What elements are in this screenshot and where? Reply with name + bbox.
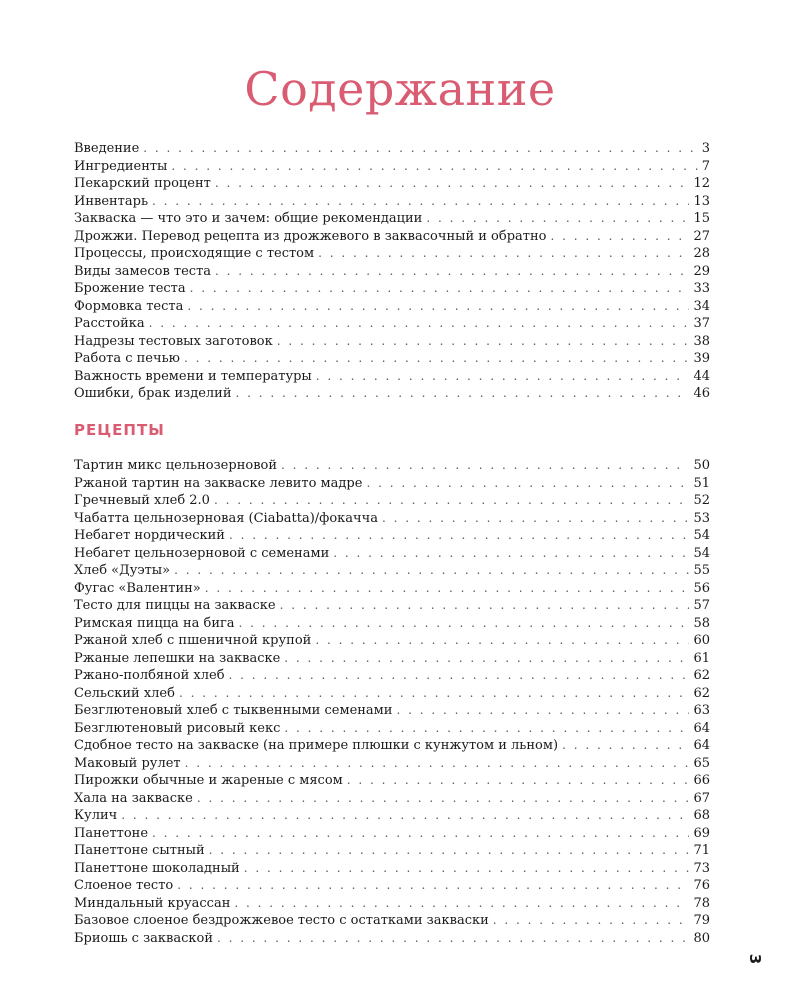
toc-entry[interactable] bbox=[74, 825, 710, 843]
toc-entry-page: 53 bbox=[693, 510, 710, 526]
toc-entry-page: 51 bbox=[693, 475, 710, 491]
toc-entry-label: Фугас «Валентин» bbox=[74, 580, 201, 596]
toc-entry-page: 60 bbox=[693, 633, 710, 648]
dot-leader bbox=[190, 280, 690, 297]
toc-entry[interactable] bbox=[74, 597, 710, 615]
toc-entry-label: Небагет нордический bbox=[74, 528, 225, 543]
toc-entry-page: 61 bbox=[693, 650, 710, 666]
dot-leader bbox=[382, 510, 689, 527]
toc-entry-label: Ошибки, брак изделий bbox=[74, 386, 232, 401]
dot-leader bbox=[185, 755, 690, 772]
toc-entry-page: 63 bbox=[693, 703, 710, 718]
toc-entry[interactable] bbox=[74, 615, 710, 633]
toc-entry-page: 44 bbox=[693, 368, 710, 384]
toc-entry[interactable] bbox=[74, 912, 710, 930]
recipes-heading: РЕЦЕПТЫ bbox=[74, 421, 165, 439]
dot-leader bbox=[152, 193, 689, 210]
toc-entry[interactable] bbox=[74, 702, 710, 720]
toc-entry[interactable] bbox=[74, 175, 710, 193]
dot-leader bbox=[316, 368, 690, 385]
toc-entry-page: 7 bbox=[701, 158, 710, 174]
toc-entry-label: Ингредиенты bbox=[74, 158, 168, 174]
page-number: 3 bbox=[746, 953, 765, 965]
toc-entry[interactable] bbox=[74, 772, 710, 790]
toc-entry-page: 62 bbox=[693, 668, 710, 683]
toc-entry-label: Расстойка bbox=[74, 316, 145, 331]
toc-entry-page: 67 bbox=[693, 790, 710, 806]
toc-entry-label: Ржаной хлеб с пшеничной крупой bbox=[74, 633, 312, 648]
toc-entry-label: Ржаной тартин на закваске левито мадре bbox=[74, 475, 363, 491]
toc-entry[interactable] bbox=[74, 632, 710, 650]
page-title: Содержание bbox=[244, 62, 556, 116]
toc-entry-label: Безглютеновый рисовый кекс bbox=[74, 720, 281, 736]
dot-leader bbox=[426, 210, 689, 227]
dot-leader bbox=[333, 545, 689, 562]
toc-entry[interactable] bbox=[74, 720, 710, 738]
toc-entry[interactable] bbox=[74, 545, 710, 563]
dot-leader bbox=[280, 597, 690, 614]
toc-entry[interactable] bbox=[74, 140, 710, 158]
toc-entry-label: Введение bbox=[74, 141, 140, 156]
toc-entry[interactable] bbox=[74, 210, 710, 228]
toc-entry-page: 50 bbox=[693, 458, 710, 473]
toc-entry-page: 33 bbox=[693, 281, 710, 296]
toc-entry-page: 34 bbox=[693, 298, 710, 314]
toc-entry-label: Слоеное тесто bbox=[74, 878, 174, 893]
toc-entry[interactable] bbox=[74, 650, 710, 668]
toc-entry[interactable] bbox=[74, 667, 710, 685]
toc-entry[interactable] bbox=[74, 368, 710, 386]
dot-leader bbox=[234, 895, 689, 912]
toc-entry[interactable] bbox=[74, 790, 710, 808]
toc-entry[interactable] bbox=[74, 385, 710, 403]
toc-entry-page: 78 bbox=[693, 895, 710, 911]
dot-leader bbox=[184, 350, 689, 367]
toc-entry[interactable] bbox=[74, 158, 710, 176]
toc-entry-label: Надрезы тестовых заготовок bbox=[74, 333, 273, 349]
toc-entry-page: 64 bbox=[693, 720, 710, 736]
toc-entry[interactable] bbox=[74, 527, 710, 545]
toc-entry[interactable] bbox=[74, 807, 710, 825]
toc-entry-label: Формовка теста bbox=[74, 298, 184, 314]
toc-entry-label: Пирожки обычные и жареные с мясом bbox=[74, 773, 343, 788]
toc-entry[interactable] bbox=[74, 930, 710, 948]
dot-leader bbox=[562, 737, 689, 754]
toc-entry-page: 71 bbox=[693, 843, 710, 858]
toc-entry-page: 64 bbox=[693, 738, 710, 753]
dot-leader bbox=[215, 263, 689, 280]
toc-entry-label: Кулич bbox=[74, 808, 118, 823]
dot-leader bbox=[215, 175, 690, 192]
dot-leader bbox=[550, 228, 689, 245]
toc-entry[interactable] bbox=[74, 580, 710, 598]
toc-entry-label: Сельский хлеб bbox=[74, 685, 175, 701]
toc-entry-page: 55 bbox=[693, 563, 710, 578]
dot-leader bbox=[236, 385, 690, 402]
dot-leader bbox=[315, 632, 689, 649]
toc-entry-label: Базовое слоеное бездрожжевое тесто с остатками закваски bbox=[74, 913, 489, 928]
toc-entry-label: Брожение теста bbox=[74, 281, 186, 296]
toc-entry-page: 54 bbox=[693, 528, 710, 543]
toc-entry-label: Виды замесов теста bbox=[74, 263, 212, 279]
toc-entry-label: Ржаные лепешки на закваске bbox=[74, 650, 281, 666]
dot-leader bbox=[217, 930, 689, 947]
toc-entry-page: 68 bbox=[693, 808, 710, 823]
toc-entry[interactable] bbox=[74, 685, 710, 703]
toc-entry-label: Миндальный круассан bbox=[74, 895, 231, 911]
toc-entry[interactable] bbox=[74, 877, 710, 895]
toc-entry[interactable] bbox=[74, 263, 710, 281]
toc-entry[interactable] bbox=[74, 475, 710, 493]
toc-entry-label: Хала на закваске bbox=[74, 790, 193, 806]
dot-leader bbox=[239, 615, 690, 632]
toc-entry-page: 37 bbox=[693, 316, 710, 331]
toc-entry-page: 62 bbox=[693, 685, 710, 701]
toc-entry[interactable] bbox=[74, 860, 710, 878]
dot-leader bbox=[179, 685, 690, 702]
toc-entry-page: 58 bbox=[693, 615, 710, 631]
dot-leader bbox=[214, 492, 689, 509]
dot-leader bbox=[149, 315, 690, 332]
toc-entry-page: 12 bbox=[693, 176, 710, 191]
toc-entry[interactable] bbox=[74, 280, 710, 298]
dot-leader bbox=[229, 527, 690, 544]
dot-leader bbox=[209, 842, 690, 859]
toc-entry-page: 56 bbox=[693, 580, 710, 596]
dot-leader bbox=[277, 333, 690, 350]
toc-entry-label: Бриошь с закваской bbox=[74, 930, 214, 946]
dot-leader bbox=[244, 860, 690, 877]
dot-leader bbox=[174, 562, 689, 579]
dot-leader bbox=[229, 667, 690, 684]
toc-entry-label: Дрожжи. Перевод рецепта из дрожжевого в заквасочный и обратно bbox=[74, 228, 547, 244]
toc-entry-page: 76 bbox=[693, 878, 710, 893]
dot-leader bbox=[205, 580, 690, 597]
toc-entry[interactable] bbox=[74, 315, 710, 333]
toc-entry[interactable] bbox=[74, 457, 710, 475]
toc-entry-label: Инвентарь bbox=[74, 193, 149, 209]
toc-entry-page: 73 bbox=[693, 860, 710, 876]
toc-entry-label: Сдобное тесто на закваске (на примере плюшки с кунжутом и льном) bbox=[74, 738, 559, 753]
dot-leader bbox=[197, 790, 690, 807]
toc-entry-page: 69 bbox=[693, 825, 710, 841]
toc-intro-list bbox=[74, 140, 710, 403]
dot-leader bbox=[171, 158, 697, 175]
toc-entry[interactable] bbox=[74, 333, 710, 351]
toc-entry[interactable] bbox=[74, 510, 710, 528]
toc-entry[interactable] bbox=[74, 228, 710, 246]
toc-entry-label: Римская пицца на бига bbox=[74, 615, 235, 631]
toc-entry[interactable] bbox=[74, 842, 710, 860]
toc-entry-page: 57 bbox=[693, 598, 710, 613]
toc-entry[interactable] bbox=[74, 193, 710, 211]
toc-entry-label: Чабатта цельнозерновая (Ciabatta)/фокачча bbox=[74, 510, 378, 526]
toc-entry[interactable] bbox=[74, 350, 710, 368]
toc-entry-label: Панеттоне сытный bbox=[74, 843, 205, 858]
toc-entry-label: Пекарский процент bbox=[74, 176, 211, 191]
dot-leader bbox=[281, 457, 689, 474]
toc-entry-page: 15 bbox=[693, 211, 710, 226]
toc-entry-page: 27 bbox=[693, 228, 710, 244]
dot-leader bbox=[284, 720, 689, 737]
toc-entry-label: Тесто для пиццы на закваске bbox=[74, 598, 276, 613]
toc-entry[interactable] bbox=[74, 562, 710, 580]
toc-entry[interactable] bbox=[74, 755, 710, 773]
dot-leader bbox=[347, 772, 690, 789]
toc-entry-page: 80 bbox=[693, 930, 710, 946]
toc-entry[interactable] bbox=[74, 298, 710, 316]
toc-entry-page: 28 bbox=[693, 246, 710, 261]
toc-entry-label: Хлеб «Дуэты» bbox=[74, 563, 171, 578]
dot-leader bbox=[318, 245, 689, 262]
dot-leader bbox=[493, 912, 690, 929]
toc-entry-label: Панеттоне bbox=[74, 825, 149, 841]
toc-entry-label: Ржано-полбяной хлеб bbox=[74, 668, 225, 683]
toc-entry-label: Безглютеновый хлеб с тыквенными семенами bbox=[74, 703, 393, 718]
toc-entry[interactable] bbox=[74, 492, 710, 510]
toc-entry-label: Небагет цельнозерновой с семенами bbox=[74, 545, 330, 561]
toc-entry-page: 52 bbox=[693, 493, 710, 508]
toc-entry[interactable] bbox=[74, 737, 710, 755]
toc-entry-label: Закваска — что это и зачем: общие рекомендации bbox=[74, 211, 423, 226]
dot-leader bbox=[396, 702, 689, 719]
toc-entry-page: 65 bbox=[693, 755, 710, 771]
toc-entry-page: 46 bbox=[693, 386, 710, 401]
dot-leader bbox=[187, 298, 689, 315]
toc-entry-page: 3 bbox=[701, 141, 710, 156]
toc-entry-label: Маковый рулет bbox=[74, 755, 181, 771]
dot-leader bbox=[366, 475, 689, 492]
toc-entry-page: 38 bbox=[693, 333, 710, 349]
toc-entry-page: 13 bbox=[693, 193, 710, 209]
dot-leader bbox=[143, 140, 697, 157]
toc-entry-label: Работа с печью bbox=[74, 351, 180, 366]
toc-entry[interactable] bbox=[74, 895, 710, 913]
toc-entry-label: Тартин микс цельнозерновой bbox=[74, 458, 277, 473]
toc-entry-page: 66 bbox=[693, 773, 710, 788]
toc-entry[interactable] bbox=[74, 245, 710, 263]
toc-entry-label: Гречневый хлеб 2.0 bbox=[74, 493, 210, 508]
dot-leader bbox=[177, 877, 689, 894]
toc-entry-label: Процессы, происходящие с тестом bbox=[74, 246, 315, 261]
toc-entry-page: 39 bbox=[693, 351, 710, 366]
toc-entry-page: 54 bbox=[693, 545, 710, 561]
toc-entry-label: Панеттоне шоколадный bbox=[74, 860, 240, 876]
dot-leader bbox=[284, 650, 689, 667]
toc-entry-label: Важность времени и температуры bbox=[74, 368, 312, 384]
toc-entry-page: 79 bbox=[693, 913, 710, 928]
toc-recipes-list bbox=[74, 457, 710, 947]
dot-leader bbox=[152, 825, 689, 842]
toc-entry-page: 29 bbox=[693, 263, 710, 279]
dot-leader bbox=[121, 807, 689, 824]
